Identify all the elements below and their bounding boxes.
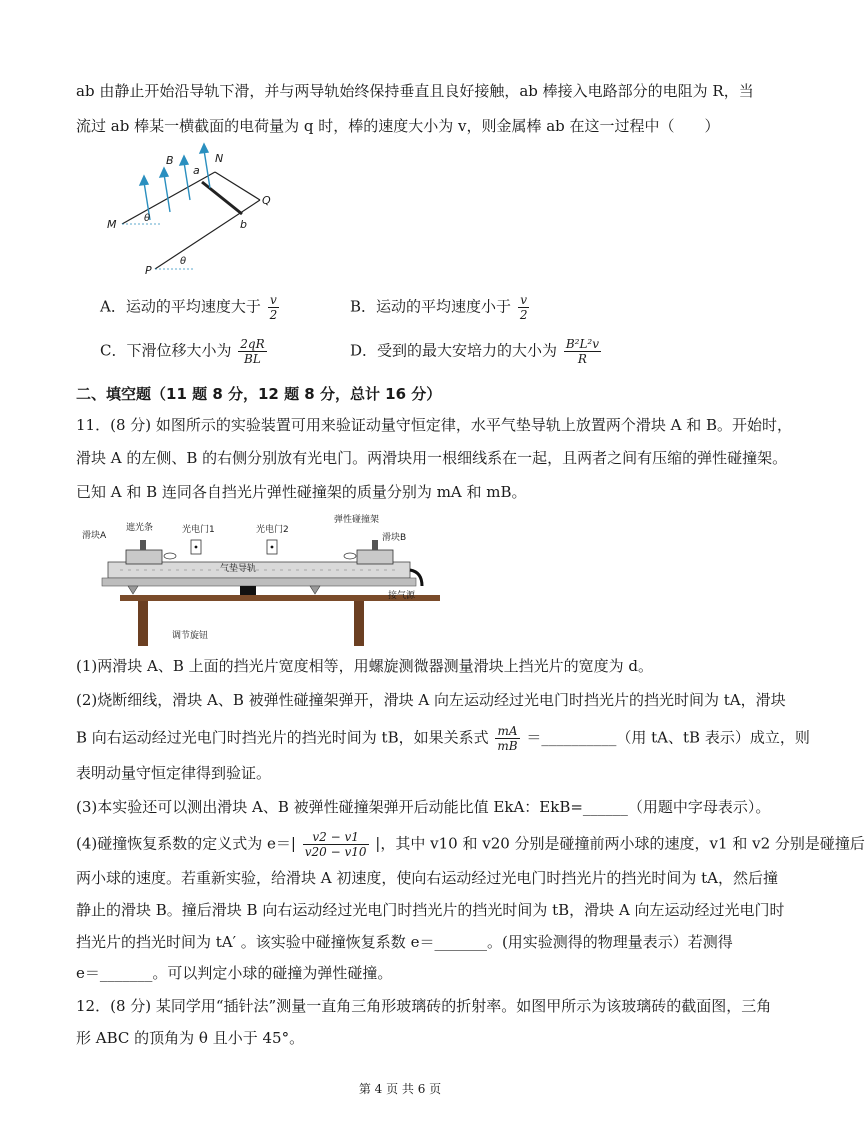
label-rail: 气垫导轨 <box>220 564 257 574</box>
option-a-den: 2 <box>269 308 278 322</box>
label-slider-b: 滑块B <box>382 533 407 543</box>
mass-ratio-num: mA <box>495 724 519 739</box>
problem11-s4b: 两小球的速度。若重新实验，给滑块 A 初速度，使向右运动经过光电门时挡光片的挡光时间为 tA，然后撞 <box>76 869 779 887</box>
option-a-num: v <box>268 293 280 308</box>
option-a-text: A．运动的平均速度大于 <box>100 297 261 316</box>
option-d-fraction <box>564 337 601 366</box>
table-leg-right <box>354 601 364 646</box>
center-support <box>240 586 256 595</box>
field-arrow-icon <box>140 176 148 185</box>
restitution-num: v2 − v1 <box>303 830 369 845</box>
option-a <box>100 293 281 322</box>
problem11-s4c: 静止的滑块 B。撞后滑块 B 向右运动经过光电门时挡光片的挡光时间为 tB，滑块 A 向左运动经过光电门时 <box>76 901 785 919</box>
problem11-s3: (3)本实验还可以测出滑块 A、B 被弹性碰撞架弹开后动能比值 EkA：EkB=______（用题中字母表示）。 <box>76 798 771 816</box>
rail-foot-right <box>310 586 320 594</box>
label-q: Q <box>262 194 271 207</box>
problem11-s2a: (2)烧断细线，滑块 A、B 被弹性碰撞架弹开，滑块 A 向左运动经过光电门时挡光片的挡光时间为 tA，滑块 <box>76 691 786 709</box>
option-c-fraction <box>238 337 266 366</box>
label-theta-2: θ <box>180 256 187 267</box>
shade-a <box>140 540 146 550</box>
problem12-p2: 形 ABC 的顶角为 θ 且小于 45°。 <box>76 1029 305 1047</box>
photogate-2-dot <box>271 546 274 549</box>
label-n: N <box>215 152 224 165</box>
problem11-s2c: 表明动量守恒定律得到验证。 <box>76 764 272 782</box>
rail-mn <box>122 172 215 224</box>
rail-pq <box>155 200 260 269</box>
option-b-num: v <box>518 293 530 308</box>
restitution-den: v20 − v10 <box>304 845 367 859</box>
s4a-post: |，其中 v10 和 v20 分别是碰撞前两小球的速度，v1 和 v2 分别是碰撞后 <box>375 834 865 853</box>
air-track-figure <box>80 510 440 650</box>
option-c-text: C．下滑位移大小为 <box>100 341 232 360</box>
label-bumper: 弹性碰撞架 <box>334 515 380 525</box>
field-arrow-icon <box>180 156 188 165</box>
problem10-line1: ab 由静止开始沿导轨下滑，并与两导轨始终保持垂直且良好接触，ab 棒接入电路部分的电阻为 R，当 <box>76 82 754 100</box>
problem11-s4d: 挡光片的挡光时间为 tA′ 。该实验中碰撞恢复系数 e＝_______。(用实验测得的物理量表示）若测得 <box>76 933 733 951</box>
problem11-s4a <box>76 830 865 859</box>
field-arrow-icon <box>200 144 208 153</box>
section-heading: 二、填空题（11 题 8 分，12 题 8 分，总计 16 分） <box>76 385 442 403</box>
option-c-num: 2qR <box>240 337 265 351</box>
problem11-s1: (1)两滑块 A、B 上面的挡光片宽度相等，用螺旋测微器测量滑块上挡光片的宽度为 d。 <box>76 657 654 675</box>
restitution-fraction <box>303 830 369 859</box>
rod-ab <box>202 182 242 214</box>
slider-b <box>357 550 393 564</box>
label-pump: 接气源 <box>388 591 416 601</box>
problem10-line2: 流过 ab 棒某一横截面的电荷量为 q 时，棒的速度大小为 v，则金属棒 ab 在这一过程中（ ） <box>76 117 720 135</box>
label-b-field: B <box>166 154 174 167</box>
problem12-p1: 12．(8 分) 某同学用“插针法”测量一直角三角形玻璃砖的折射率。如图甲所示为该玻璃砖的截面图，三角 <box>76 997 772 1015</box>
label-shade: 遮光条 <box>126 523 154 533</box>
option-b-text: B．运动的平均速度小于 <box>350 297 512 316</box>
option-c-den: BL <box>244 352 261 366</box>
problem11-s2b <box>76 724 810 753</box>
label-p: P <box>145 264 152 277</box>
mass-ratio-fraction <box>495 724 519 753</box>
option-b-fraction <box>518 293 530 322</box>
bumper-b <box>344 553 356 559</box>
label-knob: 调节旋钮 <box>172 631 209 641</box>
option-b <box>350 293 531 322</box>
option-d-den: R <box>577 352 587 366</box>
rail-foot-left <box>128 586 138 594</box>
s4a-pre: (4)碰撞恢复系数的定义式为 e＝| <box>76 834 296 853</box>
label-gate2: 光电门2 <box>256 525 289 535</box>
page-footer: 第 4 页 共 6 页 <box>358 1082 442 1096</box>
label-b-end: b <box>240 218 247 231</box>
label-slider-a: 滑块A <box>82 531 107 541</box>
label-theta-1: θ <box>144 213 151 224</box>
problem11-p2: 滑块 A 的左侧、B 的右侧分别放有光电门。两滑块用一根细线系在一起，且两者之间有压缩的弹性碰撞架。 <box>76 449 788 467</box>
slider-a <box>126 550 162 564</box>
shade-b <box>372 540 378 550</box>
label-gate1: 光电门1 <box>182 525 215 535</box>
table-leg-left <box>138 601 148 646</box>
rail-base <box>102 578 416 586</box>
rail-top <box>215 172 260 200</box>
label-m: M <box>107 218 117 231</box>
s2b-post: ＝__________（用 tA、tB 表示）成立，则 <box>526 728 810 747</box>
problem11-s4e: e＝_______。可以判定小球的碰撞为弹性碰撞。 <box>76 964 393 982</box>
bumper-a <box>164 553 176 559</box>
rails-figure <box>100 142 290 282</box>
problem11-p3: 已知 A 和 B 连同各自挡光片弹性碰撞架的质量分别为 mA 和 mB。 <box>76 483 527 501</box>
option-c <box>100 337 269 366</box>
option-a-fraction <box>268 293 280 322</box>
option-d-text: D．受到的最大安培力的大小为 <box>350 341 558 360</box>
field-arrow-icon <box>160 168 168 177</box>
option-b-den: 2 <box>519 308 528 322</box>
s2b-pre: B 向右运动经过光电门时挡光片的挡光时间为 tB，如果关系式 <box>76 728 489 747</box>
photogate-1-dot <box>195 546 198 549</box>
problem11-p1: 11．(8 分) 如图所示的实验装置可用来验证动量守恒定律，水平气垫导轨上放置两个滑块 A 和 B。开始时， <box>76 416 793 434</box>
label-a: a <box>193 164 200 177</box>
option-d-num: B²L²v <box>565 337 599 351</box>
option-d <box>350 337 603 366</box>
mass-ratio-den: mB <box>497 739 518 753</box>
